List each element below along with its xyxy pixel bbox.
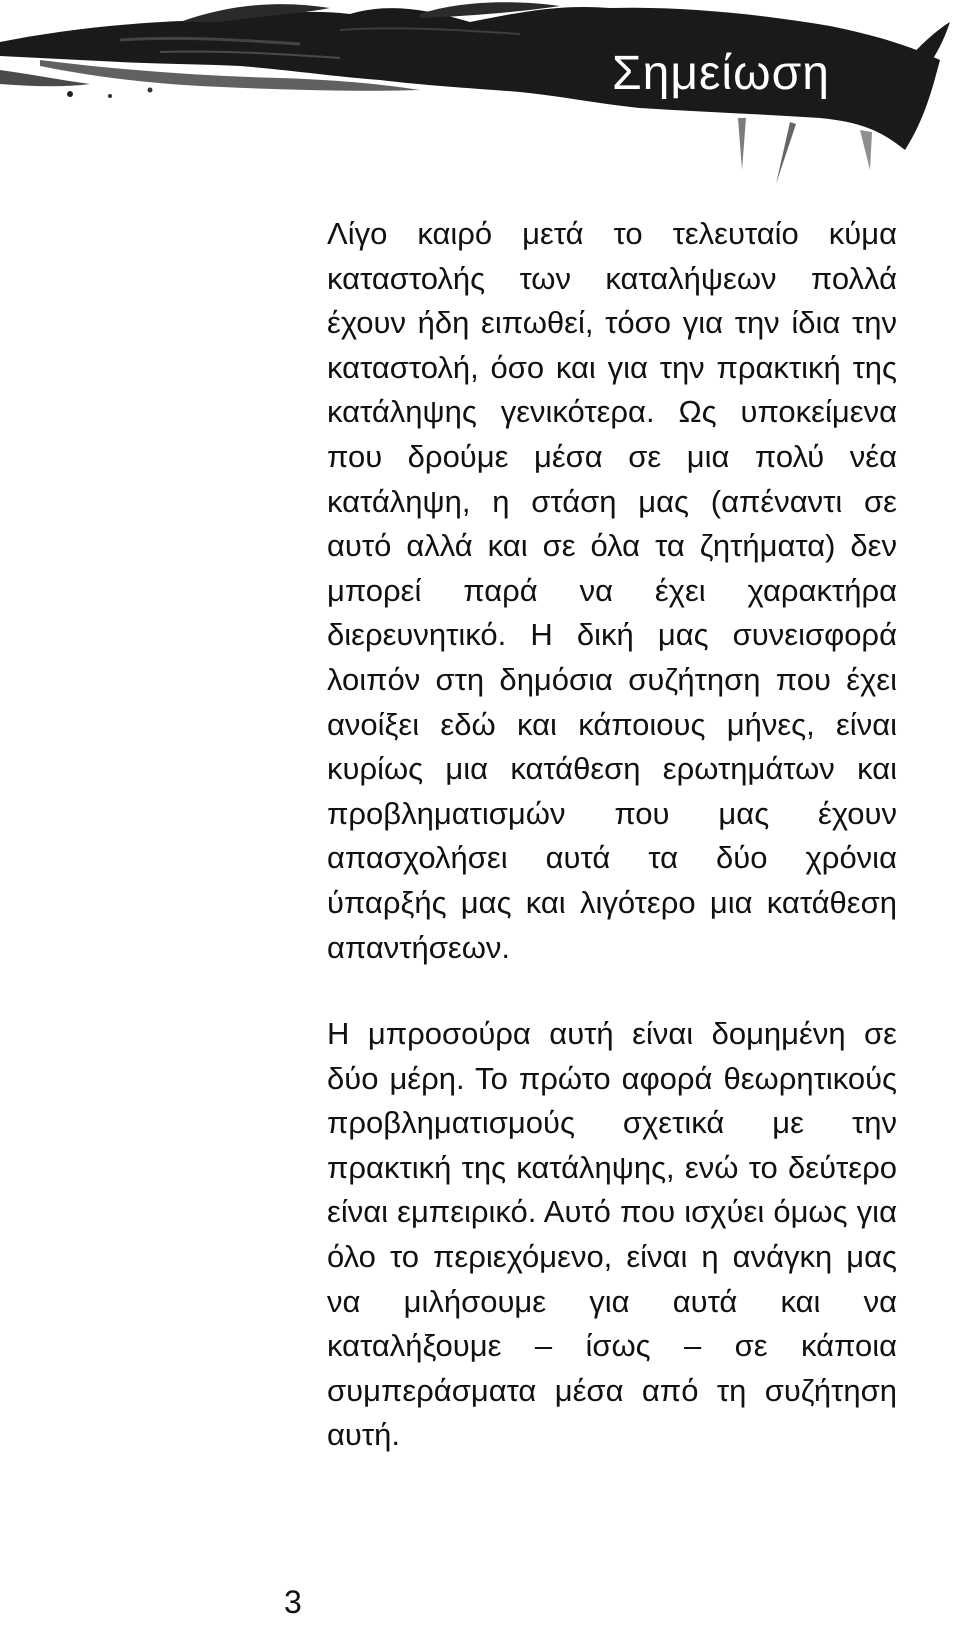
paragraph: Λίγο καιρό μετά το τελευταίο κύμα καταστολής των καταλήψεων πολλά έχουν ήδη ειπωθεί, τόσο για την ίδια την καταστολή, όσο και για την πρακτική της κατάληψης γενικότερα. Ως υποκείμενα που δρούμε μέσα σε μια πολύ νέα κατάληψη, η στάση μας (απέναντι σε αυτό αλλά και σε όλα τα ζητήματα) δεν μπορεί παρά να έχει χαρακτήρα διερευνητικό. Η δική μας συνεισφορά λοιπόν στη δημόσια συζήτηση που έχει ανοίξει εδώ και κάποιους μήνες, είναι κυρίως μια κατάθεση ερωτημάτων και προβληματισμών που μας έχουν απασχολήσει αυτά τα δύο χρόνια ύπαρξής μας και λιγότερο μια κατάθεση απαντήσεων. [327,216,897,965]
body-text [327,212,897,1458]
paragraph: Η μπροσούρα αυτή είναι δομημένη σε δύο μέρη. Το πρώτο αφορά θεωρητικούς προβληματισμούς σχετικά με την πρακτική της κατάληψης, ενώ το δεύτερο είναι εμπειρικό. Αυτό που ισχύει όμως για όλο το περιεχόμενο, είναι η ανάγκη μας να μιλήσουμε για αυτά και να καταλήξουμε – ίσως – σε κάποια συμπεράσματα μέσα από τη συζήτηση αυτή. [327,1016,897,1453]
brush-stroke-header [0,0,960,200]
section-title: Σημείωση [612,47,830,100]
page-number: 3 [284,1584,302,1620]
